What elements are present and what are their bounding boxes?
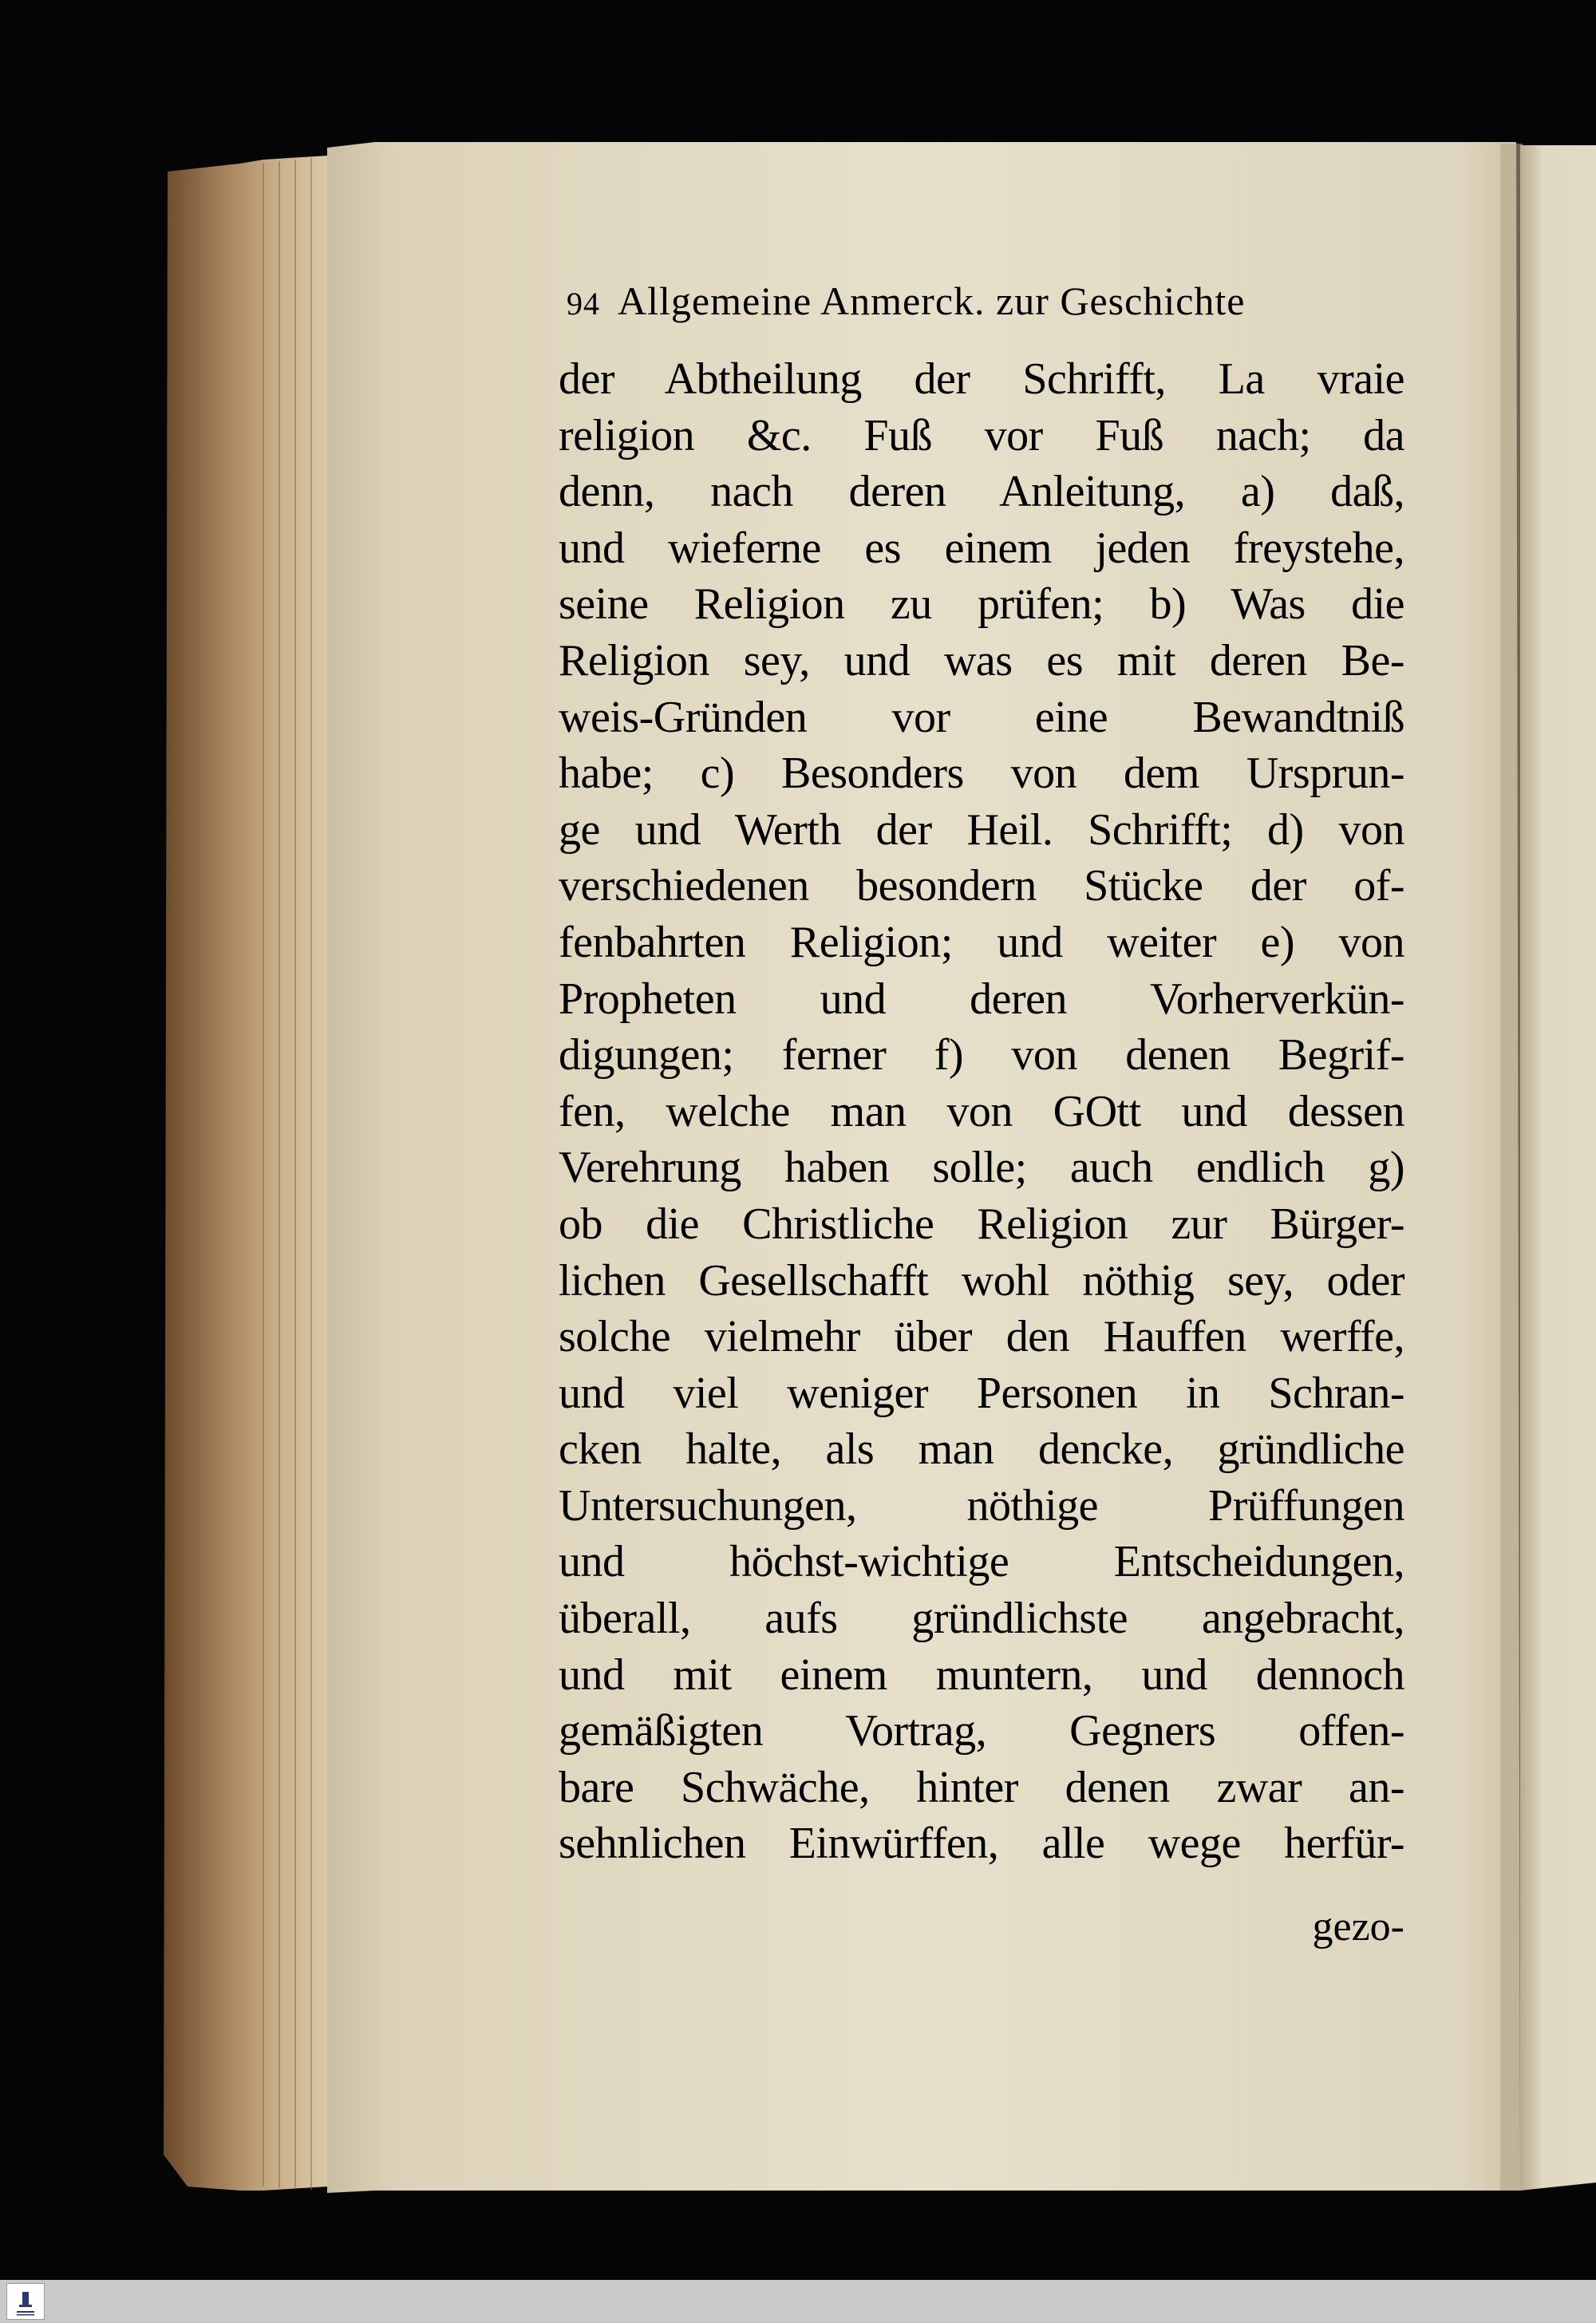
text-line: Verehrung haben solle; auch endlich g) — [559, 1143, 1404, 1193]
library-logo-icon — [6, 2283, 45, 2320]
text-line: cken halte, als man dencke, gründliche — [559, 1424, 1404, 1475]
text-line: fen, welche man von GOtt und dessen — [559, 1086, 1404, 1136]
text-line: Untersuchungen, nöthige Prüffungen — [559, 1480, 1404, 1531]
running-head-title: Allgemeine Anmerck. zur Geschichte — [618, 279, 1246, 323]
text-line: gemäßigten Vortrag, Gegners offen- — [559, 1706, 1404, 1756]
text-line: lichen Gesellschafft wohl nöthig sey, oder — [559, 1255, 1404, 1306]
text-line: ge und Werth der Heil. Schrifft; d) von — [559, 804, 1404, 855]
running-head — [567, 278, 1365, 334]
viewer-footer-bar — [0, 2280, 1596, 2323]
text-line: und höchst-wichtige Entscheidungen, — [559, 1537, 1404, 1587]
text-line: religion &c. Fuß vor Fuß nach; da — [559, 410, 1404, 460]
text-line: denn, nach deren Anleitung, a) daß, — [559, 467, 1404, 517]
text-line: überall, aufs gründlichste angebracht, — [559, 1594, 1404, 1644]
text-line: der Abtheilung der Schrifft, La vraie — [559, 354, 1404, 404]
page-number: 94 — [567, 286, 600, 322]
text-line: habe; c) Besonders von dem Ursprun- — [559, 749, 1404, 799]
text-line: fenbahrten Religion; und weiter e) von — [559, 917, 1404, 967]
gutter-shadow — [1500, 144, 1523, 2191]
text-line: und wieferne es einem jeden freystehe, — [559, 523, 1404, 573]
catchword: gezo- — [1312, 1904, 1404, 1950]
text-line: digungen; ferner f) von denen Begrif- — [559, 1030, 1404, 1081]
text-line: seine Religion zu prüfen; b) Was die — [559, 579, 1404, 630]
text-line: weis-Gründen vor eine Bewandtniß — [559, 692, 1404, 742]
text-line: ob die Christliche Religion zur Bürger- — [559, 1199, 1404, 1249]
text-line: und viel weniger Personen in Schran- — [559, 1368, 1404, 1418]
text-line: solche vielmehr über den Hauffen werffe, — [559, 1312, 1404, 1362]
text-line: bare Schwäche, hinter denen zwar an- — [559, 1762, 1404, 1812]
text-line: und mit einem muntern, und dennoch — [559, 1649, 1404, 1700]
page-edge-stack — [164, 156, 327, 2191]
text-line: sehnlichen Einwürffen, alle wege herfür- — [559, 1819, 1404, 1869]
body-text — [559, 351, 1404, 1872]
text-line: Propheten und deren Vorherverkün- — [559, 974, 1404, 1024]
text-line: Religion sey, und was es mit deren Be- — [559, 635, 1404, 685]
right-page — [1520, 145, 1596, 2191]
text-line: verschiedenen besondern Stücke der of- — [559, 861, 1404, 911]
